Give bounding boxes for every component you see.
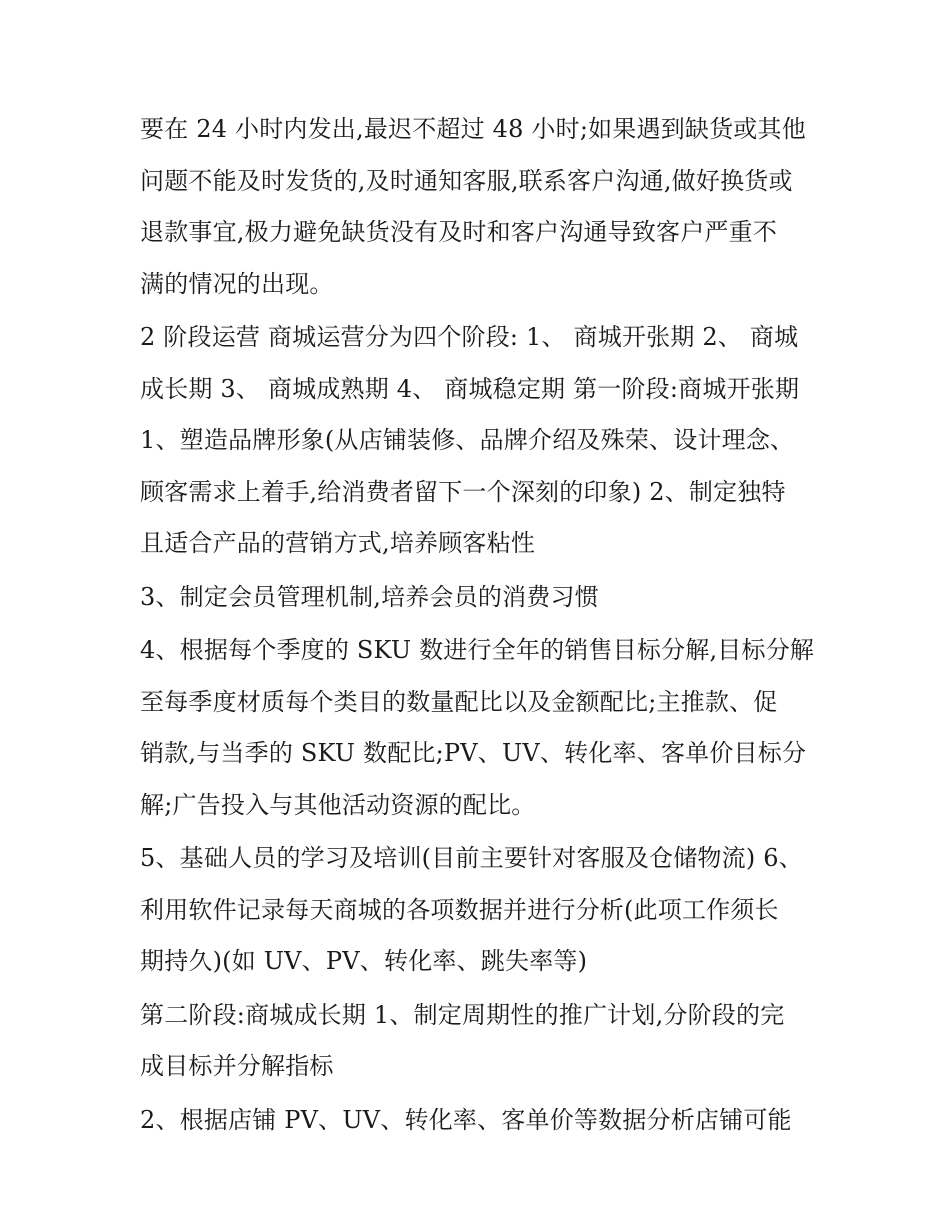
text-line: 5、基础人员的学习及培训(目前主要针对客服及仓储物流) 6、 bbox=[140, 844, 803, 872]
text-line: 至每季度材质每个类目的数量配比以及金额配比;主推款、促 bbox=[140, 687, 778, 716]
text-line: 利用软件记录每天商城的各项数据并进行分析(此项工作须长 bbox=[140, 895, 779, 924]
text-line: 要在 24 小时内发出,最迟不超过 48 小时;如果遇到缺货或其他 bbox=[140, 115, 806, 143]
paragraph-training bbox=[140, 833, 820, 988]
text-line: 问题不能及时发货的,及时通知客服,联系客户沟通,做好换货或 bbox=[140, 166, 793, 195]
paragraph-growth-stage bbox=[140, 990, 820, 1093]
text-line: 2、根据店铺 PV、UV、转化率、客单价等数据分析店铺可能 bbox=[140, 1105, 792, 1134]
paragraph-shipping bbox=[140, 104, 820, 310]
text-line: 解;广告投入与其他活动资源的配比。 bbox=[140, 790, 536, 819]
text-line: 2 阶段运营 商城运营分为四个阶段: 1、 商城开张期 2、 商城 bbox=[140, 323, 799, 351]
text-line: 销款,与当季的 SKU 数配比;PV、UV、转化率、客单价目标分 bbox=[140, 739, 807, 767]
text-line: 退款事宜,极力避免缺货没有及时和客户沟通导致客户严重不 bbox=[140, 218, 778, 246]
paragraph-stages bbox=[140, 312, 820, 570]
text-line: 1、塑造品牌形象(从店铺装修、品牌介绍及殊荣、设计理念、 bbox=[140, 426, 795, 454]
paragraph-data-analysis bbox=[140, 1095, 820, 1147]
document-body bbox=[140, 104, 820, 1148]
text-line: 期持久)(如 UV、PV、转化率、跳失率等) bbox=[140, 947, 588, 975]
text-line: 且适合产品的营销方式,培养顾客粘性 bbox=[140, 529, 536, 557]
text-line: 成长期 3、 商城成熟期 4、 商城稳定期 第一阶段:商城开张期 bbox=[140, 374, 800, 403]
paragraph-membership bbox=[140, 572, 820, 624]
text-line: 4、根据每个季度的 SKU 数进行全年的销售目标分解,目标分解 bbox=[140, 636, 815, 664]
text-line: 满的情况的出现。 bbox=[140, 269, 334, 298]
text-line: 3、制定会员管理机制,培养会员的消费习惯 bbox=[140, 582, 599, 611]
paragraph-sku-targets bbox=[140, 625, 820, 831]
text-line: 顾客需求上着手,给消费者留下一个深刻的印象) 2、制定独特 bbox=[140, 477, 786, 506]
text-line: 第二阶段:商城成长期 1、制定周期性的推广计划,分阶段的完 bbox=[140, 1000, 785, 1029]
text-line: 成目标并分解指标 bbox=[140, 1052, 334, 1080]
